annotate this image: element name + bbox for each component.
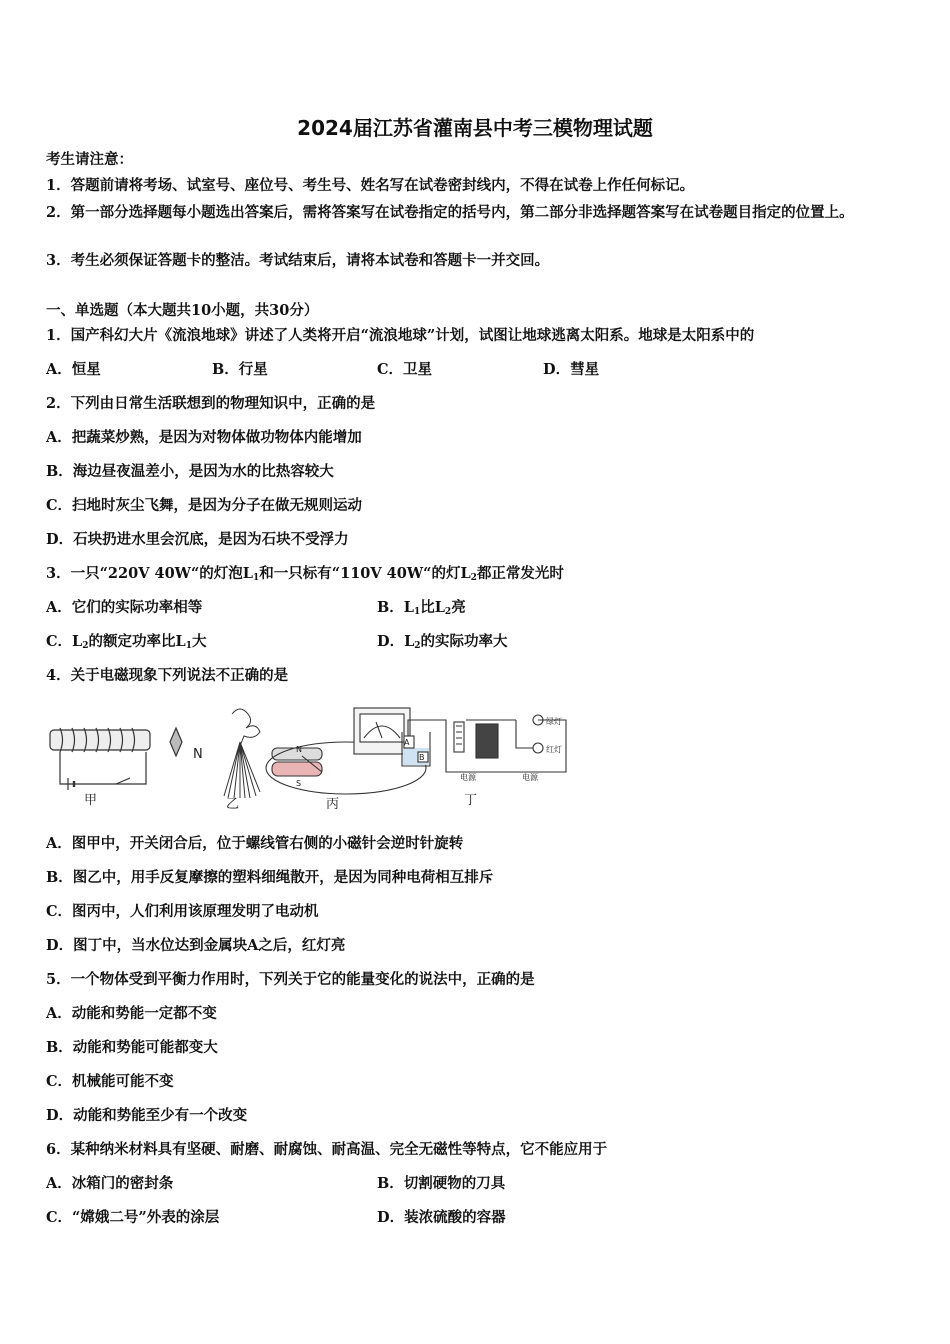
magnet-s-label: S	[296, 779, 302, 788]
notice-item-1: 1．答题前请将考场、试室号、座位号、考生号、姓名写在试卷密封线内，不得在试卷上作任何标记。	[46, 177, 695, 194]
q1-option-c[interactable]: C．卫星	[377, 361, 433, 378]
notice-heading: 考生请注意：	[46, 151, 133, 168]
q1-option-d[interactable]: D．彗星	[543, 361, 600, 378]
q5-option-c[interactable]: C．机械能可能不变	[46, 1073, 174, 1090]
q1-option-b[interactable]: B．行星	[212, 361, 268, 378]
q6-stem: 6．某种纳米材料具有坚硬、耐磨、耐腐蚀、耐高温、完全无磁性等特点，它不能应用于	[46, 1141, 608, 1158]
page-title: 2024届江苏省灌南县中考三模物理试题	[297, 116, 653, 140]
q2-option-a[interactable]: A．把蔬菜炒熟，是因为对物体做功物体内能增加	[46, 429, 362, 446]
q4-stem: 4．关于电磁现象下列说法不正确的是	[46, 667, 289, 684]
q4-figure	[46, 700, 586, 812]
metal-a-label: A	[404, 738, 410, 747]
q3-option-a[interactable]: A．它们的实际功率相等	[46, 599, 203, 616]
q5-option-d[interactable]: D．动能和势能至少有一个改变	[46, 1107, 248, 1124]
solenoid-diagram	[50, 728, 182, 790]
notice-item-3: 3．考生必须保证答题卡的整洁。考试结束后，请将本试卷和答题卡一并交回。	[46, 252, 550, 269]
q4-option-d[interactable]: D．图丁中，当水位达到金属块A之后，红灯亮	[46, 937, 346, 954]
q2-stem: 2．下列由日常生活联想到的物理知识中，正确的是	[46, 395, 376, 412]
q6-option-a[interactable]: A．冰箱门的密封条	[46, 1175, 174, 1192]
q4-option-c[interactable]: C．图丙中，人们利用该原理发明了电动机	[46, 903, 319, 920]
q1-stem: 1．国产科幻大片《流浪地球》讲述了人类将开启“流浪地球”计划，试图让地球逃离太阳系。地球是太阳系中的	[46, 327, 755, 344]
q2-option-d[interactable]: D．石块扔进水里会沉底，是因为石块不受浮力	[46, 531, 349, 548]
metal-b-label: B	[419, 753, 425, 762]
q2-option-b[interactable]: B．海边昼夜温差小，是因为水的比热容较大	[46, 463, 334, 480]
q5-stem: 5．一个物体受到平衡力作用时，下列关于它的能量变化的说法中，正确的是	[46, 971, 535, 988]
q6-option-d[interactable]: D．装浓硫酸的容器	[377, 1209, 506, 1226]
q3-option-c[interactable]: C．$L_2$的额定功率比$L_1$大	[46, 633, 207, 651]
q3-stem: 3．一只“220V 40W“的灯泡$L_1$和一只标有“110V 40W“的灯$L_2$都正常发光时	[46, 565, 564, 583]
q1-option-a[interactable]: A．恒星	[46, 361, 101, 378]
green-light-label: 绿灯	[546, 717, 562, 726]
fig-label-bing: 丙	[326, 797, 340, 812]
q4-figure-svg	[46, 700, 586, 812]
q4-option-a[interactable]: A．图甲中，开关闭合后，位于螺线管右侧的小磁针会逆时针旋转	[46, 835, 464, 852]
fig-label-yi: 乙	[226, 797, 240, 812]
q4-option-b[interactable]: B．图乙中，用手反复摩擦的塑料细绳散开，是因为同种电荷相互排斥	[46, 869, 494, 886]
magnet-n-label: N	[296, 745, 302, 754]
q2-option-c[interactable]: C．扫地时灰尘飞舞，是因为分子在做无规则运动	[46, 497, 363, 514]
water-level-alarm-diagram	[402, 715, 566, 772]
fig-label-ding: 丁	[464, 793, 478, 808]
section-heading: 一、单选题（本大题共10小题，共30分）	[46, 302, 319, 319]
q6-option-c[interactable]: C．“嫦娥二号”外表的涂层	[46, 1209, 220, 1226]
fig-label-jia: 甲	[84, 793, 98, 808]
power-source-2-label: 电源	[522, 773, 538, 782]
q5-option-a[interactable]: A．动能和势能一定都不变	[46, 1005, 217, 1022]
notice-item-2: 2．第一部分选择题每小题选出答案后，需将答案写在试卷指定的括号内，第二部分非选择题答案写在试卷题目指定的位置上。	[46, 204, 854, 221]
q5-option-b[interactable]: B．动能和势能可能都变大	[46, 1039, 218, 1056]
q3-option-d[interactable]: D．$L_2$的实际功率大	[377, 633, 508, 651]
plastic-string-diagram	[224, 709, 260, 798]
q3-option-b[interactable]: B．$L_1$比$L_2$亮	[377, 599, 466, 617]
power-source-1-label: 电源	[460, 773, 476, 782]
compass-n-label: N	[193, 747, 203, 762]
q6-option-b[interactable]: B．切割硬物的刀具	[377, 1175, 506, 1192]
red-light-label: 红灯	[546, 745, 562, 754]
